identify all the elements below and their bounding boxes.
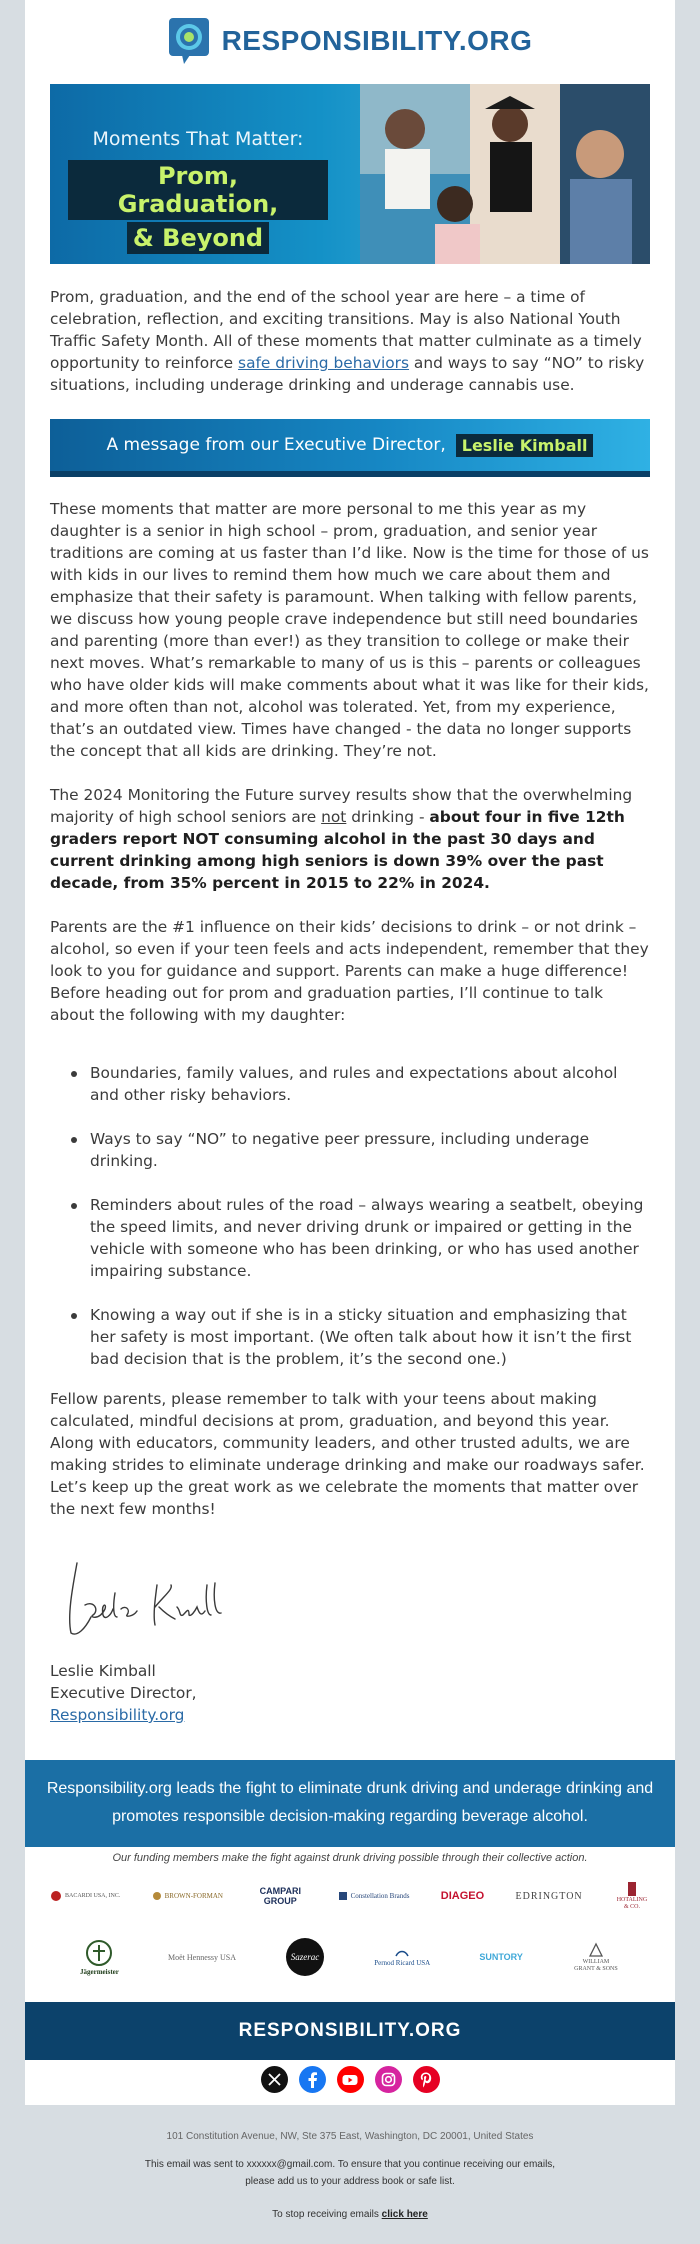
handwritten-signature	[55, 1545, 255, 1645]
instagram-icon[interactable]	[375, 2066, 402, 2093]
signoff-block	[50, 1660, 197, 1726]
message-paragraph-1: These moments that matter are more personal to me this year as my daughter is a senior in high school – prom, graduation, and senior year traditions are coming at us faster than I’d like. Now is the time for those of us with kids in our lives to remind them how much we care about them and emphasize that their safety is paramount. When talking with fellow parents, we discuss how young people crave independence but still need boundaries and parenting (more than ever!) as they transition to college or make their next moves. What’s remarkable to many of us is this – parents or colleagues who have older kids will make comments about what it was like for their kids, and more often than not, alcohol was tolerated. Yet, from my experience, that’s an outdated view. Times have changed - the data no longer supports the concept that all kids are drinking. They’re not.	[50, 500, 649, 760]
survey-stat: about four in five 12th graders report NOT consuming alcohol in the past 30 days and current drinking among high seniors is down 39% over the past decade, from 35% percent in 2015 to 22% in 2024.	[50, 808, 625, 892]
list-item: Reminders about rules of the road – always wearing a seatbelt, obeying the speed limits, and never driving drunk or impaired or getting in the vehicle with someone who has been drinking, or who has used another impairing substance.	[50, 1194, 650, 1282]
hero-text	[68, 128, 328, 254]
mission-statement: Responsibility.org leads the fight to eliminate drunk driving and underage drinking and promotes responsible decision-making regarding beverage alcohol.	[25, 1760, 675, 1847]
svg-text:Sazerac: Sazerac	[290, 1952, 320, 1962]
constellation-logo[interactable]: Constellation Brands	[338, 1891, 410, 1901]
unsubscribe-link[interactable]: click here	[381, 2209, 428, 2220]
logo-text: RESPONSIBILITY.ORG	[221, 25, 533, 56]
jagermeister-logo[interactable]: Jägermeister	[80, 1939, 119, 1976]
x-icon[interactable]	[261, 2066, 288, 2093]
ed-banner-text: A message from our Executive Director,	[106, 435, 446, 455]
list-item: Ways to say “NO” to negative peer pressure, including underage drinking.	[50, 1128, 650, 1172]
talking-points-list	[50, 1062, 650, 1392]
intro-paragraph: Prom, graduation, and the end of the school year are here – a time of celebration, reflection, and exciting transitions. May is also National Youth Traffic Safety Month. All of these moments that matter culminate as a timely opportunity to reinforce safe driving behaviors and ways to say “NO” to risky situations, including underage drinking and underage cannabis use.	[50, 288, 645, 394]
brown-forman-logo[interactable]: BROWN-FORMAN	[152, 1891, 223, 1901]
safe-driving-link[interactable]: safe driving behaviors	[238, 354, 410, 372]
hero-photo-collage	[360, 84, 650, 264]
list-item: Knowing a way out if she is in a sticky situation and emphasizing that her safety is most important. (We often talk about how it isn’t the first bad decision that is the problem, it’s the second one.)	[50, 1304, 650, 1370]
edrington-logo[interactable]: EDRINGTON	[515, 1890, 583, 1902]
funder-logos-row-2	[50, 1930, 650, 1984]
signoff-name: Leslie Kimball	[50, 1662, 156, 1680]
message-paragraph-3: Parents are the #1 influence on their kids’ decisions to drink – or not drink – alcohol, so even if your teen feels and acts independent, remember that they look to you for guidance and support. Parents can make a huge difference! Before heading out for prom and graduation parties, I’ll continue to talk about the following with my daughter:	[50, 918, 649, 1024]
facebook-icon[interactable]	[299, 2066, 326, 2093]
underlined-not: not	[321, 808, 347, 826]
campari-logo[interactable]: CAMPARI GROUP	[259, 1886, 301, 1906]
william-grant-logo[interactable]: WILLIAM GRANT & SONS	[572, 1942, 620, 1973]
header-logo[interactable]	[25, 17, 675, 65]
logo-mark-icon	[168, 17, 210, 65]
signoff-title: Executive Director,	[50, 1684, 197, 1702]
hero-banner[interactable]	[50, 84, 650, 264]
ed-banner-name: Leslie Kimball	[456, 434, 594, 457]
footer-address: 101 Constitution Avenue, NW, Ste 375 East, Washington, DC 20001, United States	[166, 2131, 534, 2142]
footer-unsubscribe: To stop receiving emails click here	[272, 2209, 428, 2220]
diageo-logo[interactable]: DIAGEO	[440, 1890, 485, 1902]
suntory-logo[interactable]: SUNTORY	[479, 1952, 523, 1962]
responsibility-org-link[interactable]: Responsibility.org	[50, 1706, 185, 1724]
pinterest-icon[interactable]	[413, 2066, 440, 2093]
hero-subtitle: Moments That Matter:	[92, 128, 304, 150]
message-paragraph-2: The 2024 Monitoring the Future survey results show that the overwhelming majority of high school seniors are not drinking - about four in five 12th graders report NOT consuming alcohol in the past 30 days and current drinking among high seniors is down 39% over the past decade, from 35% percent in 2015 to 22% in 2024.	[50, 786, 633, 892]
youtube-icon[interactable]	[337, 2066, 364, 2093]
hotaling-logo[interactable]: HOTALING & CO.	[614, 1882, 650, 1911]
message-paragraph-4: Fellow parents, please remember to talk with your teens about making calculated, mindful decisions at prom, graduation, and beyond this year. Along with educators, community leaders, and other trusted adults, we are making strides to eliminate underage drinking and make our roadways safer. Let’s keep up the great work as we celebrate the moments that matter over the next few months!	[50, 1390, 645, 1518]
moet-hennessy-logo[interactable]: Moët Hennessy USA	[167, 1952, 236, 1962]
hero-line-2: & Beyond	[127, 222, 269, 254]
executive-director-banner	[50, 419, 650, 477]
hero-line-1: Prom, Graduation,	[68, 160, 328, 220]
sazerac-logo[interactable]	[285, 1937, 325, 1977]
bacardi-logo[interactable]: BACARDI USA, INC.	[50, 1890, 120, 1902]
social-links	[25, 2066, 675, 2093]
list-item: Boundaries, family values, and rules and expectations about alcohol and other risky behaviors.	[50, 1062, 650, 1106]
pernod-ricard-logo[interactable]: Pernod Ricard USA	[374, 1948, 430, 1967]
footer-brand-band[interactable]: RESPONSIBILITY.ORG	[25, 2002, 675, 2060]
footer-sent-notice: This email was sent to xxxxxx@gmail.com. To ensure that you continue receiving our emails, please add us to your address book or safe list.	[144, 2159, 556, 2187]
email-card	[25, 0, 675, 2105]
funder-logos-row-1	[50, 1876, 650, 1916]
funders-caption: Our funding members make the fight against drunk driving possible through their collective action.	[112, 1852, 588, 1864]
